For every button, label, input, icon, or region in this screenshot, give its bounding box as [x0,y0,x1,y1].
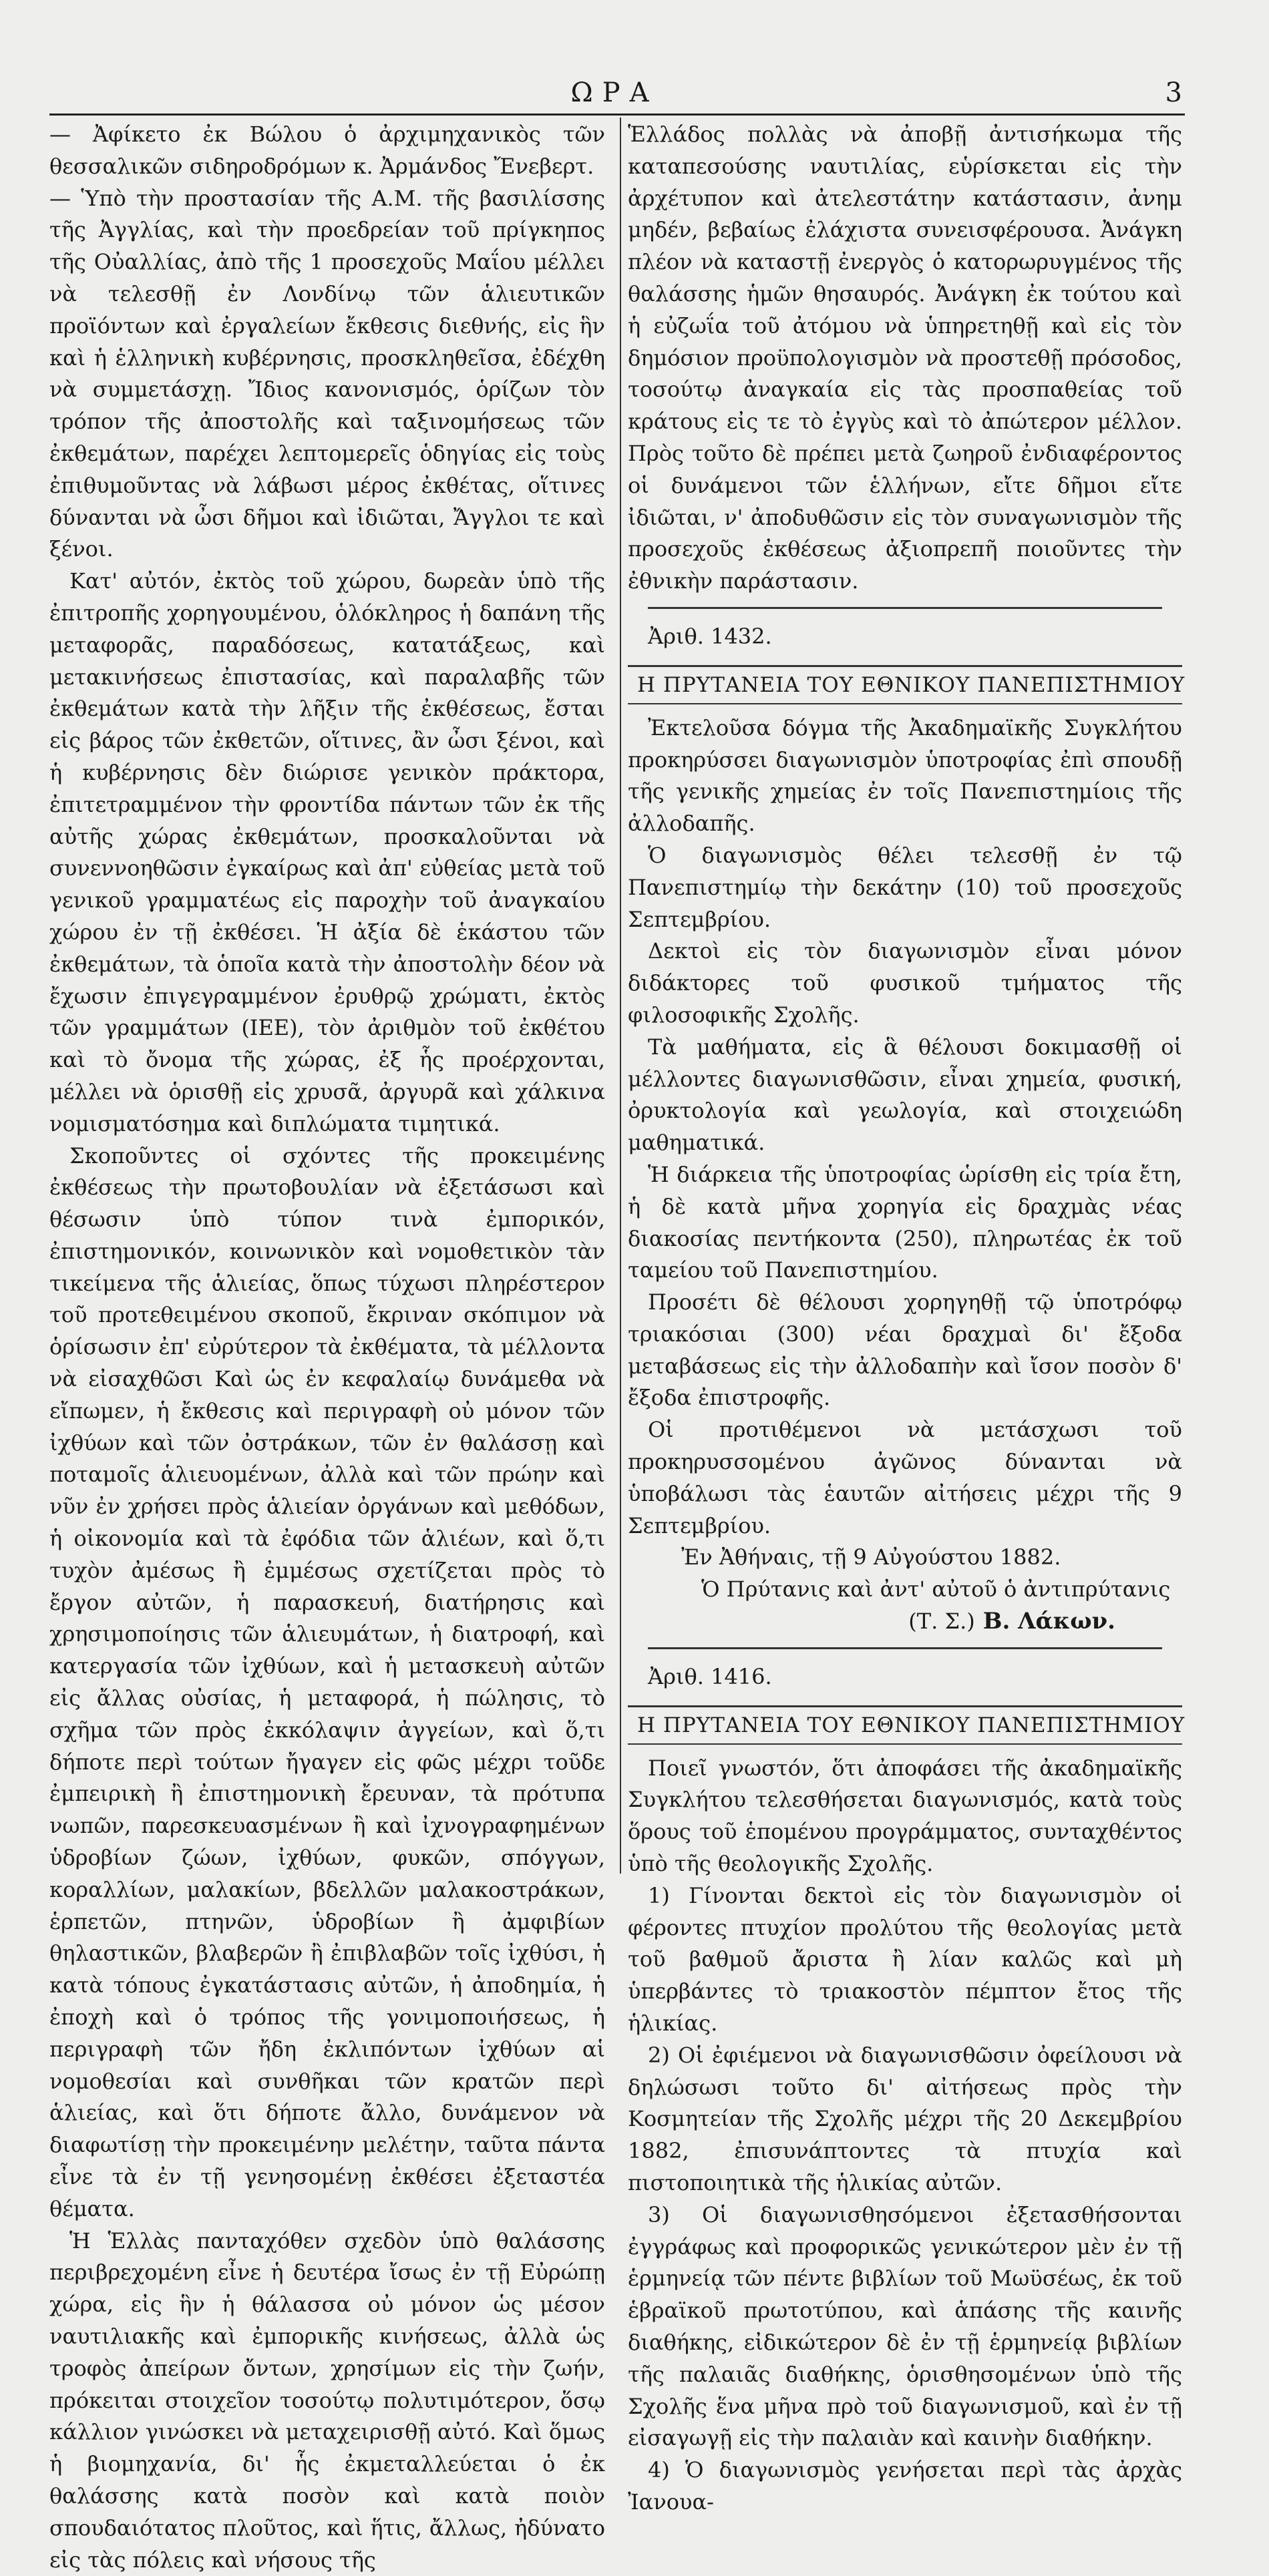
news-item-exhibition: — Ὑπὸ τὴν προστασίαν τῆς Α.Μ. τῆς βασιλίσσης τῆς Ἀγγλίας, καὶ τὴν προεδρείαν τοῦ πρίγκηπος τῆς Οὐαλλίας, ἀπὸ τῆς 1 προσεχοῦς Μαΐου μέλλει νὰ τελεσθῇ ἐν Λονδίνῳ τῶν ἁλιευτικῶν προϊόντων καὶ ἐργαλείων ἔκθεσις διεθνής, εἰς ἣν καὶ ἡ ἑλληνικὴ κυβέρνησις, προσκληθεῖσα, ἐδέχθη νὰ συμμετάσχῃ. Ἴδιος κανονισμός, ὁρίζων τὸν τρόπον τῆς ἀποστολῆς καὶ ταξινομήσεως τῶν ἐκθεμάτων, παρέχει λεπτομερεῖς ὁδηγίας εἰς τοὺς ἐπιθυμοῦντας νὰ λάβωσι μέρος ἐκθέτας, οἵτινες δύνανται νὰ ὦσι δῆμοι καὶ ἰδιῶται, Ἄγγλοι τε καὶ ξένοι. [49,185,605,562]
left-column [49,119,605,2576]
notice-paragraph: 3) Οἱ διαγωνισθησόμενοι ἐξετασθήσονται ἐγγράφως καὶ προφορικῶς γενικώτερον μὲν ἐν τῇ ἑρμηνείᾳ τῶν πέντε βιβλίων τοῦ Μωϋσέως, ἐκ τοῦ ἑβραϊκοῦ πρωτοτύπου, καὶ ἁπάσης τῆς καινῆς διαθήκης, εἰδικώτερον δὲ ἐν τῇ ἑρμηνείᾳ βιβλίων τῆς παλαιᾶς διαθήκης, ὁρισθησομένων ὑπὸ τῆς Σχολῆς ἕνα μῆνα πρὸ τοῦ διαγωνισμοῦ, καὶ ἐν τῇ εἰσαγωγῇ εἰς τὴν παλαιὰν καὶ καινὴν διαθήκην. [628,2201,1182,2451]
notice-paragraph: Τὰ μαθήματα, εἰς ἃ θέλουσι δοκιμασθῇ οἱ μέλλοντες διαγωνισθῶσιν, εἶναι χημεία, φυσική, ὀρυκτολογία καὶ γεωλογία, καὶ στοιχειώδη μαθηματικά. [628,1034,1182,1156]
section-rule [648,607,1162,609]
notice-paragraph: 1) Γίνονται δεκτοὶ εἰς τὸν διαγωνισμὸν οἱ φέροντες πτυχίον προλύτου τῆς θεολογίας μετὰ τοῦ βαθμοῦ ἄριστα ἢ λίαν καλῶς καὶ μὴ ὑπερβάντες τὸ τριακοστὸν πέμπτον ἔτος τῆς ἡλικίας. [628,1882,1182,2036]
header-rule [49,114,1185,116]
notice-paragraph: Ἐκτελοῦσα δόγμα τῆς Ἀκαδημαϊκῆς Συγκλήτου προκηρύσσει διαγωνισμὸν ὑποτροφίας ἐπὶ σπουδῇ τῆς γενικῆς χημείας ἐν τοῖς Πανεπιστημίοις τῆς ἀλλοδαπῆς. [628,714,1182,837]
notice-paragraph: Οἱ προτιθέμενοι νὰ μετάσχωσι τοῦ προκηρυσσομένου ἀγῶνος δύνανται νὰ ὑποβάλωσι τὰς ἑαυτῶν αἰτήσεις μέχρι τῆς 9 Σεπτεμβρίου. [628,1417,1182,1538]
page-header [47,75,1182,115]
notice-paragraph: 2) Οἱ ἐφιέμενοι νὰ διαγωνισθῶσιν ὀφείλουσι νὰ δηλώσωσι τοῦτο δι' αἰτήσεως πρὸς τὴν Κοσμητείαν τῆς Σχολῆς μέχρι τῆς 20 Δεκεμβρίου 1882, ἐπισυνάπτοντες τὰ πτυχία καὶ πιστοποιητικὰ τῆς ἡλικίας αὐτῶν. [628,2042,1182,2196]
exhibition-paragraph: Κατ' αὐτόν, ἐκτὸς τοῦ χώρου, δωρεὰν ὑπὸ τῆς ἐπιτροπῆς χορηγουμένου, ὁλόκληρος ἡ δαπάνη τῆς μεταφορᾶς, παραδόσεως, κατατάξεως, καὶ μετακινήσεως ἐπιστασίας, καὶ παραλαβῆς τῶν ἐκθεμάτων κατὰ τὴν λῆξιν τῆς ἐκθέσεως, ἔσται εἰς βάρος τῶν ἐκθετῶν, οἵτινες, ἂν ὦσι ξένοι, καὶ ἡ κυβέρνησις δὲν διώρισε γενικὸν πράκτορα, ἐπιτετραμμένον τὴν φροντίδα πάντων τῶν ἐκ τῆς αὐτῆς χώρας ἐκθεμάτων, προσκαλοῦνται νὰ συνεννοηθῶσιν ἐγκαίρως καὶ ἀπ' εὐθείας μετὰ τοῦ γενικοῦ γραμματέως εἰς παροχὴν τοῦ ἀναγκαίου χώρου ἐν τῇ ἐκθέσει. Ἡ ἀξία δὲ ἑκάστου τῶν ἐκθεμάτων, τὰ ὁποῖα κατὰ τὴν ἀποστολὴν δέον νὰ ἔχωσιν ἐπιγεγραμμένον ἐρυθρῷ χρώματι, ἐκτὸς τῶν γραμμάτων (ΙΕΕ), τὸν ἀριθμὸν τοῦ ἐκθέτου καὶ τὸ ὄνομα τῆς χώρας, ἐξ ἧς προέρχονται, μέλλει νὰ ὁρισθῇ εἰς χρυσᾶ, ἀργυρᾶ καὶ χάλκινα νομισματόσημα καὶ διπλώματα τιμητικά. [49,568,605,1136]
notice-date: Ἐν Ἀθήναις, τῇ 9 Αὐγούστου 1882. [681,1544,1061,1570]
notice-paragraph: Προσέτι δὲ θέλουσι χορηγηθῇ τῷ ὑποτρόφῳ τριακόσιαι (300) νέαι δραχμαὶ δι' ἔξοδα μεταβάσεως εἰς τὴν ἀλλοδαπὴν καὶ ἴσον ποσὸν δ' ἔξοδα ἐπιστροφῆς. [628,1289,1182,1411]
page-number: 3 [1165,77,1182,108]
notice-number: Ἀριθ. 1416. [648,1663,772,1689]
right-column [628,119,1186,2519]
notice-heading: Η ΠΡΥΤΑΝΕΙΑ ΤΟΥ ΕΘΝΙΚΟΥ ΠΑΝΕΠΙΣΤΗΜΙΟΥ [628,1705,1182,1745]
notice-paragraph: Ἡ διάρκεια τῆς ὑποτροφίας ὡρίσθη εἰς τρία ἔτη, ἡ δὲ κατὰ μῆνα χορηγία εἰς δραχμὰς νέας διακοσίας πεντήκοντα (250), πληρωτέας ἐκ τοῦ ταμείου τοῦ Πανεπιστημίου. [628,1161,1182,1283]
notice-signatory: Ὁ Πρύτανις καὶ ἀντ' αὐτοῦ ὁ ἀντιπρύτανις [701,1576,1171,1602]
notice-heading: Η ΠΡΥΤΑΝΕΙΑ ΤΟΥ ΕΘΝΙΚΟΥ ΠΑΝΕΠΙΣΤΗΜΙΟΥ [628,665,1182,704]
notice-number: Ἀριθ. 1432. [648,623,772,649]
notice-paragraph: Δεκτοὶ εἰς τὸν διαγωνισμὸν εἶναι μόνον διδάκτορες τοῦ φυσικοῦ τμήματος τῆς φιλοσοφικῆς Σχολῆς. [628,938,1182,1028]
continued-article: Ἑλλάδος πολλὰς νὰ ἀποβῇ ἀντισήκωμα τῆς καταπεσούσης ναυτιλίας, εὑρίσκεται εἰς τὴν ἀρχέτυπον καὶ ἀτελεστάτην κατάστασιν, ἀνημ μηδέν, βεβαίως ἐλάχιστα συνεισφέρουσα. Ἀνάγκη πλέον νὰ καταστῇ ἐνεργὸς ὁ κατορωρυγμένος τῆς θαλάσσης ἡμῶν θησαυρός. Ἀνάγκη ἐκ τούτου καὶ ἡ εὐζωΐα τοῦ ἀτόμου νὰ ὑπηρετηθῇ καὶ εἰς τὸν δημόσιον προϋπολογισμὸν νὰ προστεθῇ πρόσοδος, τοσούτῳ ἀναγκαία εἰς τὰς προσπαθείας τοῦ κράτους εἰς τε τὸ ἐγγὺς καὶ τὸ ἀπώτερον μέλλον. Πρὸς τοῦτο δὲ πρέπει μετὰ ζωηροῦ ἐνδιαφέροντος οἱ δυνάμενοι τῶν ἑλλήνων, εἴτε δῆμοι εἴτε ἰδιῶται, ν' ἀποδυθῶσιν εἰς τὸν συναγωνισμὸν τῆς προσεχοῦς ἐκθέσεως ἀξιοπρεπῆ ποιοῦντες τὴν ἐθνικὴν παράστασιν. [628,122,1182,594]
seal-mark: (Τ. Σ.) [908,1608,975,1635]
notice-paragraph: Ὁ διαγωνισμὸς θέλει τελεσθῇ ἐν τῷ Πανεπιστημίῳ τὴν δεκάτην (10) τοῦ προσεχοῦς Σεπτεμβρίου. [628,842,1182,932]
exhibition-paragraph: Ἡ Ἑλλὰς πανταχόθεν σχεδὸν ὑπὸ θαλάσσης περιβρεχομένη εἶνε ἡ δευτέρα ἴσως ἐν τῇ Εὐρώπῃ χώρα, εἰς ἣν ἡ θάλασσα οὐ μόνον ὡς μέσον ναυτιλιακῆς καὶ ἐμπορικῆς κινήσεως, ἀλλὰ ὡς τροφὸς ἀπείρων ὄντων, χρησίμων εἰς τὴν ζωήν, πρόκειται στοιχεῖον τοσούτῳ πολυτιμότερον, ὅσῳ κάλλιον γινώσκει νὰ μεταχειρισθῇ αὐτό. Καὶ ὅμως ἡ βιομηχανία, δι' ἧς ἐκμεταλλεύεται ὁ ἐκ θαλάσσης κατὰ ποσὸν καὶ κατὰ ποιὸν σπουδαιότατος πλοῦτος, καὶ ἥτις, ἄλλως, ἠδύνατο εἰς τὰς πόλεις καὶ νήσους τῆς [49,2227,605,2573]
notice-paragraph: Ποιεῖ γνωστόν, ὅτι ἀποφάσει τῆς ἀκαδημαϊκῆς Συγκλήτου τελεσθήσεται διαγωνισμός, κατὰ τοὺς ὅρους τοῦ ἑπομένου προγράμματος, συνταχθέντος ὑπὸ τῆς θεολογικῆς Σχολῆς. [628,1755,1182,1877]
news-item-arrival: — Ἀφίκετο ἐκ Βώλου ὁ ἀρχιμηχανικὸς τῶν θεσσαλικῶν σιδηροδρόμων κ. Ἀρμάνδος Ἔνεβερτ. [49,122,605,179]
notice-paragraph: 4) Ὁ διαγωνισμὸς γενήσεται περὶ τὰς ἀρχὰς Ἰανουα- [628,2457,1182,2515]
notice-seal-line [628,1606,1182,1638]
column-divider [620,118,621,1874]
exhibition-paragraph: Σκοποῦντες οἱ σχόντες τῆς προκειμένης ἐκθέσεως τὴν πρωτοβουλίαν νὰ ἐξετάσωσι καὶ θέσωσιν ὑπὸ τύπον τινὰ ἐμπορικόν, ἐπιστημονικόν, κοινωνικὸν καὶ νομοθετικὸν τὰν τικείμενα τῆς ἁλιείας, ὅπως τύχωσι πληρέστερον τοῦ προτεθειμένου σκοποῦ, ἔκριναν σκόπιμον νὰ ὁρίσωσιν ἐπ' εὐρύτερον τὰ ἐκθέματα, τὰ μέλλοντα νὰ εἰσαχθῶσι Καὶ ὡς ἐν κεφαλαίῳ δυνάμεθα νὰ εἴπωμεν, ἡ ἔκθεσις καὶ περιγραφὴ οὐ μόνον τῶν ἰχθύων καὶ τῶν ὀστράκων, τῶν ἐν θαλάσσῃ καὶ ποταμοῖς ἁλιευομένων, ἀλλὰ καὶ τῶν πρώην καὶ νῦν ἐν χρήσει πρὸς ἁλιείαν ὀργάνων καὶ μεθόδων, ἡ οἰκονομία καὶ τὰ ἐφόδια τῶν ἁλιέων, καὶ ὅ,τι τυχὸν ἀμέσως ἢ ἐμμέσως σχετίζεται πρὸς τὸ ἔργον αὐτῶν, ἡ παρασκευή, διατήρησις καὶ χρησιμοποίησις τῶν ἁλιευμάτων, ἡ διατροφή, καὶ κατεργασία τῶν ἰχθύων, καὶ ἡ μετασκευὴ αὐτῶν εἰς ἄλλας οὐσίας, ἡ μεταφορά, ἡ πώλησις, τὸ σχῆμα τῶν πρὸς ἐκκόλαψιν ἀγγείων, καὶ ὅ,τι δήποτε περὶ τούτων ἤγαγεν εἰς φῶς μέχρι τοῦδε ἐμπειρικὴ ἢ ἐπιστημονικὴ ἔρευναν, τὰ πρότυπα νωπῶν, παρεσκευασμένων ἢ καὶ ἰχνογραφημένων ὑδροβίων ζώων, ἰχθύων, φυκῶν, σπόγγων, κοραλλίων, μαλακίων, βδελλῶν μαλακοστράκων, ἑρπετῶν, πτηνῶν, ὑδροβίων ἢ ἀμφιβίων θηλαστικῶν, βλαβερῶν ἢ ἐπιβλαβῶν τοῖς ἰχθύσι, ἡ κατὰ τόπους ἐγκατάστασις αὐτῶν, ἡ ἀποδημία, ἡ ἐποχὴ καὶ ὁ τρόπος τῆς γονιμοποιήσεως, ἡ περιγραφὴ τῶν ἤδη ἐκλιπόντων ἰχθύων αἱ νομοθεσίαι καὶ συνθῆκαι τῶν κρατῶν περὶ ἁλιείας, καὶ ὅτι δήποτε ἄλλο, δυνάμενον νὰ διαφωτίσῃ τὴν προκειμένην μελέτην, ταῦτα πάντα εἶνε τὰ ἐν τῇ γενησομένῃ ἐκθέσει ἐξεταστέα θέματα. [49,1142,605,2221]
signature: Β. Λάκων. [982,1608,1115,1635]
newspaper-title: ΩΡΑ [570,77,659,108]
section-rule [648,1647,1162,1649]
